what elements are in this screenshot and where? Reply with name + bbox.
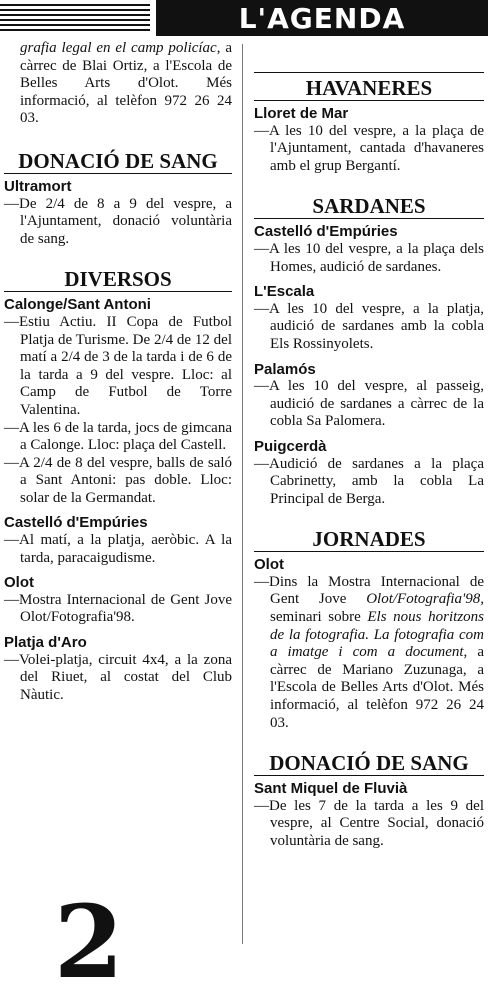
event-ultramort: —De 2/4 de 8 a 9 del vespre, a l'Ajuntament, donació voluntària de sang. <box>4 195 232 247</box>
event-olot: —Mostra Internacional de Gent Jove Olot/Fotografia'98. <box>4 591 232 626</box>
event-lescala: —A les 10 del vespre, a la platja, audició de sardanes amb la cobla Els Rossinyolets. <box>254 300 484 352</box>
event-platja-daro: —Volei-platja, circuit 4x4, a la zona del Riuet, al costat del Club Nàutic. <box>4 651 232 703</box>
town-olot: Olot <box>4 574 34 592</box>
event-castello-sardanes: —A les 10 del vespre, a la plaça dels Homes, audició de sardanes. <box>254 240 484 275</box>
column-divider <box>242 44 243 944</box>
section-title-donacio-2: DONACIÓ DE SANG <box>254 752 484 776</box>
event-castello: —Al matí, a la platja, aeròbic. A la tarda, paracaigudisme. <box>4 532 232 566</box>
event-sant-miquel: —De les 7 de la tarda a les 9 del vespre, al Centre Social, donació voluntària de sang. <box>254 797 484 849</box>
banner-stripes <box>0 4 150 32</box>
town-castello-sardanes: Castelló d'Empúries <box>254 223 398 241</box>
town-sant-miquel: Sant Miquel de Fluvià <box>254 780 408 798</box>
town-ultramort: Ultramort <box>4 177 72 195</box>
intro-paragraph <box>4 40 232 128</box>
page-number-fragment: 2 <box>54 883 124 1001</box>
section-title-diversos: DIVERSOS <box>4 268 232 292</box>
section-title-jornades: JORNADES <box>254 528 484 552</box>
town-lescala: L'Escala <box>254 283 315 301</box>
event-palamos: —A les 10 del vespre, al passeig, audició de sardanes a càrrec de la cobla Sa Palomera. <box>254 378 484 430</box>
event-calonge-2: —A les 6 de la tarda, jocs de gimcana a Calonge. Lloc: plaça del Castell. <box>4 419 232 454</box>
left-column <box>4 40 232 704</box>
section-title-donacio: DONACIÓ DE SANG <box>4 150 232 174</box>
town-calonge: Calonge/Sant Antoni <box>4 296 151 314</box>
event-calonge-3: —A 2/4 de 8 del vespre, balls de saló a Sant Antoni: pas doble. Lloc: solar de la Germandat. <box>4 454 232 506</box>
section-title-sardanes: SARDANES <box>254 195 484 219</box>
right-column <box>254 72 484 851</box>
event-puigcerda: —Audició de sardanes a la plaça Cabrinetty, amb la cobla La Principal de Berga. <box>254 455 484 507</box>
page-title: L'AGENDA <box>238 2 406 35</box>
agenda-banner <box>0 0 488 38</box>
section-title-havaneres: HAVANERES <box>254 77 484 101</box>
event-olot-jornades: —Dins la Mostra Internacional de Gent Jove Olot/Fotografia'98, seminari sobre Els nous horitzons de la fotografia. La fotografia com a imatge i com a document, a càrrec de Mariano Zuzunaga, a l'Escola de Belles Arts d'Olot. Més informació, al telèfon 972 26 24 03. <box>254 573 484 731</box>
town-castello: Castelló d'Empúries <box>4 514 148 532</box>
intro-rest: , a càrrec de Blai Ortiz, a l'Escola de Belles Arts d'Olot. Més informació, al telèfon 972 26 24 03. <box>20 40 232 127</box>
town-olot-jornades: Olot <box>254 556 284 574</box>
town-platja-daro: Platja d'Aro <box>4 634 87 652</box>
town-lloret: Lloret de Mar <box>254 105 349 122</box>
town-puigcerda: Puigcerdà <box>254 437 327 455</box>
town-palamos: Palamós <box>254 360 316 378</box>
intro-italic: grafia legal en el camp policíac <box>20 40 217 56</box>
event-calonge-1: —Estiu Actiu. II Copa de Futbol Platja de Turisme. De 2/4 de 12 del matí a 2/4 de 3 de la tarda i de 6 de la tarda a 9 del vespre. Lloc: al Camp de Futbol de Torre Valentina. <box>4 313 232 418</box>
event-lloret: —A les 10 del vespre, a la plaça de l'Ajuntament, cantada d'havaneres amb el grup Bergantí. <box>254 122 484 174</box>
